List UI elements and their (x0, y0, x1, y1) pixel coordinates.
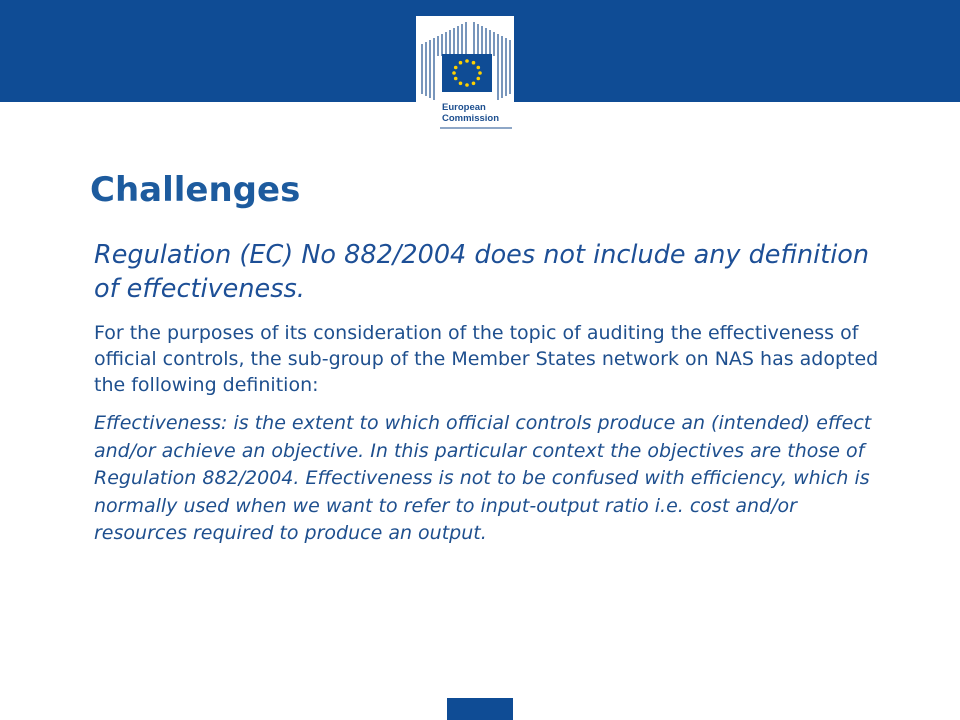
logo-wordmark (442, 102, 514, 124)
footer-tab (447, 698, 513, 720)
logo-line-commission: Commission (442, 113, 500, 124)
logo-line-european: European (442, 102, 486, 113)
definition-paragraph: Effectiveness: is the extent to which official controls produce an (intended) effect and/or achieve an objective. In this particular context the objectives are those of Regulation 882/2004. Effectiveness is not to be confused with efficiency, which is normally used when we want to refer to input-output ratio i.e. cost and/or resources required to produce an output. (94, 412, 872, 544)
page-title: Challenges (90, 170, 301, 210)
body-paragraph: For the purposes of its consideration of the topic of auditing the effectiveness of official controls, the sub-group of the Member States network on NAS has adopted the following definition: (94, 322, 879, 396)
slide-content (94, 238, 884, 548)
european-commission-logo (416, 16, 514, 132)
lead-paragraph: Regulation (EC) No 882/2004 does not include any definition of effectiveness. (94, 240, 870, 304)
